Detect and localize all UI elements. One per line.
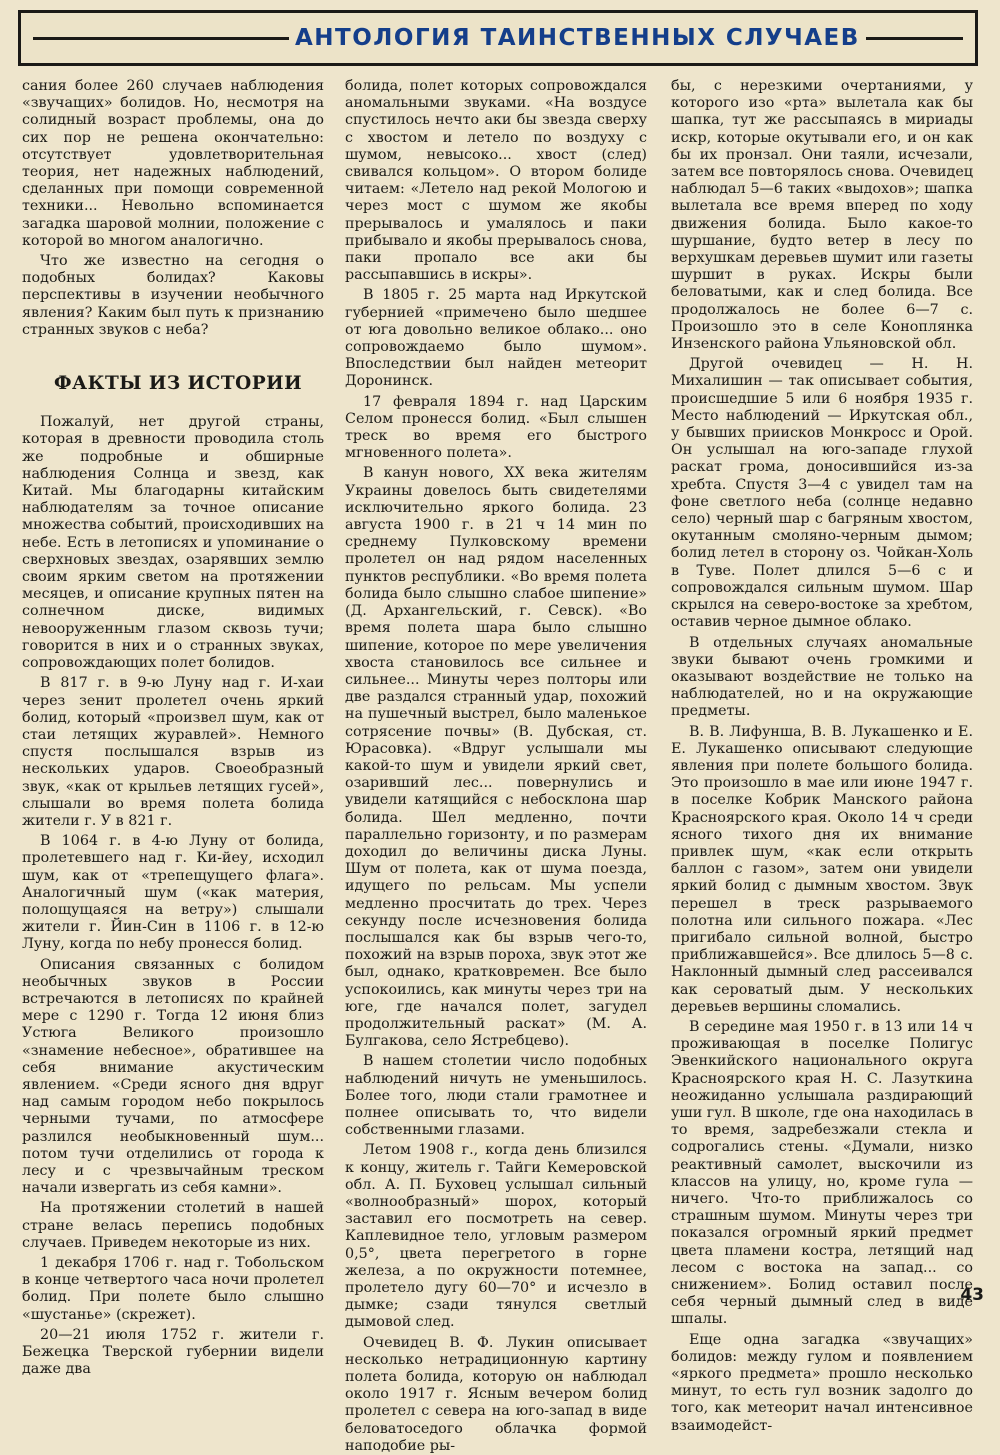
paragraph: 1 декабря 1706 г. над г. Тобольском в конце четвертого часа ночи пролетел болид. При полете было слышно «шустанье» (скрежет). [22,1255,324,1323]
paragraph: Очевидец В. Ф. Лукин описывает несколько нетрадиционную картину полета болида, которую он наблюдал около 1917 г. Ясным вечером болид пролетел с севера на юго-запад в виде беловатоседого облачка формой наподобие ры- [345,1334,647,1454]
paragraph: В середине мая 1950 г. в 13 или 14 ч проживающая в поселке Полигус Эвенкийского национального округа Красноярского края Н. С. Лазуткина неожиданно услышала раздирающий уши гул. В школе, где она находилась в то время, задребезжали стекла и содрогались стены. «Думали, низко реактивный самолет, выскочили из классов на улицу, но, кроме гула — ничего. Что-то приближалось со страшным шумом. Минуты через три показался огромный яркий предмет цвета пламени костра, летящий над лесом с востока на запад... со снижением». Болид оставил после себя черный дымный след в виде шпалы. [671,1018,973,1328]
paragraph: Другой очевидец — Н. Н. Михалишин — так описывает события, происшедшие 5 или 6 ноября 1935 г. Место наблюдений — Иркутская обл., у бывших приисков Монкросс и Орой. Он услышал на юго-западе глухой раскат грома, доносившийся из-за хребта. Спустя 3—4 с увидел там на фоне светлого неба (солнце недавно село) черный шар с багряным хвостом, окутанным смоляно-черным дымом; болид летел в сторону оз. Чойкан-Холь в Туве. Полет длился 5—6 с и сопровождался сильным шумом. Шар скрылся на северо-востоке за хребтом, оставив черное дымное облако. [671,356,973,631]
paragraph: бы, с нерезкими очертаниями, у которого изо «рта» вылетала как бы шапка, тут же рассыпаясь в мириады искр, которые окутывали его, и он как бы их пронзал. Они таяли, исчезали, затем все повторялось снова. Очевидец наблюдал 5—6 таких «выдохов»; шапка вылетала все время вперед по ходу движения болида. Было какое-то шуршание, будто ветер в лесу по верхушкам деревьев шумит или газеты шуршит в руках. Искры были беловатыми, как и след болида. Все продолжалось не более 6—7 с. Произошло это в селе Коноплянка Инзенского района Ульяновской обл. [671,78,973,353]
paragraph: болида, полет которых сопровождался аномальными звуками. «На воздусе спустилось нечто аки бы звезда сверху с хвостом и летело по воздуху с шумом, невысоко... хвост (след) свивался кольцом». О втором болиде читаем: «Летело над рекой Мологою и через мост с шумом же якобы прерывалось и умалялось и паки прибывало и якобы прерывалось снова, паки пропало все аки бы рассыпавшись в искры». [345,78,647,284]
paragraph: В 1805 г. 25 марта над Иркутской губернией «примечено было шедшее от юга довольно великое облако... оно сопровождаемо было шумом». Впоследствии был найден метеорит Доронинск. [345,287,647,390]
page-number: 43 [960,1285,984,1305]
paragraph: В канун нового, XX века жителям Украины довелось быть свидетелями исключительно яркого болида. 23 августа 1900 г. в 21 ч 14 мин по среднему Пулковскому времени пролетел он над рядом населенных пунктов республики. «Во время полета болида было слышно слабое шипение» (Д. Архангельский, г. Севск). «Во время полета шара было слышно шипение, которое по мере увеличения хвоста становилось все сильнее и сильнее... Минуты через полторы или две раздался странный удар, похожий на пушечный выстрел, было маленькое сотрясение почвы» (В. Дубская, ст. Юрасовка). «Вдруг услышали мы какой-то шум и увидели яркий свет, озаривший лес... повернулись и увидели катящийся с небосклона шар болида. Шел медленно, почти параллельно горизонту, и по размерам доходил до величины диска Луны. Шум от полета, как от шума поезда, идущего по рельсам. Мы успели медленно просчитать до трех. Через секунду после исчезновения болида послышался как бы взрыв чего-то, похожий на взрыв пороха, звук этот же был, однако, кратковремен. Все было успокоились, как минуты через три на юге, где начался полет, загудел продолжительный раскат» (М. А. Булгакова, село Ястребцево). [345,465,647,1050]
section-title: АНТОЛОГИЯ ТАИНСТВЕННЫХ СЛУЧАЕВ [289,22,866,54]
paragraph: Что же известно на сегодня о подобных болидах? Каковы перспективы в изучении необычного явления? Каким был путь к признанию странных звуков с неба? [22,253,324,338]
paragraph: Летом 1908 г., когда день близился к концу, житель г. Тайги Кемеровской обл. А. П. Буховец услышал сильный «волнообразный» шорох, который заставил его посмотреть на север. Каплевидное тело, угловым размером 0,5°, цвета перегретого в горне железа, а по окружности потемнее, пролетело дугу 60—70° и исчезло в дымке; сзади тянулся светлый дымовой след. [345,1142,647,1331]
column-1 [22,78,324,1378]
paragraph: В 1064 г. в 4-ю Луну от болида, пролетевшего над г. Ки-йеу, исходил шум, как от «трепещущего флага». Аналогичный шум («как материя, полощущаяся на ветру») слышали жители г. Йин-Син в 1106 г. в 12-ю Луну, когда по небу пронесся болид. [22,833,324,953]
paragraph: Описания связанных с болидом необычных звуков в России встречаются в летописях по крайней мере с 1290 г. Тогда 12 июня близ Устюга Великого произошло «знамение небесное», обратившее на себя внимание акустическим явлением. «Среди ясного дня вдруг над самым городом небо покрылось черными тучами, по атмосфере разлился необыкновенный шум... потом тучи отделились от города к лесу и с чрезвычайным треском начали извергать из себя камни». [22,956,324,1197]
subheading: ФАКТЫ ИЗ ИСТОРИИ [54,373,303,395]
paragraph: В 817 г. в 9-ю Луну над г. И-хаи через зенит пролетел очень яркий болид, который «произвел шум, как от стаи летящих журавлей». Немного спустя послышался взрыв из нескольких ударов. Своеобразный звук, «как от крыльев летящих гусей», слышали во время полета болида жители г. У в 821 г. [22,675,324,829]
paragraph: Пожалуй, нет другой страны, которая в древности проводила столь же подробные и обширные наблюдения Солнца и звезд, как Китай. Мы благодарны китайским наблюдателям за точное описание множества событий, происходивших на небе. Есть в летописях и упоминание о сверхновых звездах, озарявших землю своим ярким светом на протяжении месяцев, и описание крупных пятен на солнечном диске, видимых невооруженным глазом сквозь тучи; говорится в них и о странных звуках, сопровождающих полет болидов. [22,414,324,672]
paragraph: На протяжении столетий в нашей стране велась перепись подобных случаев. Приведем некоторые из них. [22,1200,324,1251]
paragraph: 17 февраля 1894 г. над Царским Селом пронесся болид. «Был слышен треск во время его быстрого мгновенного полета». [345,393,647,462]
column-2 [345,78,647,1454]
paragraph: сания более 260 случаев наблюдения «звучащих» болидов. Но, несмотря на солидный возраст проблемы, она до сих пор не решена окончательно: отсутствует удовлетворительная теория, нет надежных наблюдений, сделанных при помощи современной техники... Невольно вспоминается загадка шаровой молнии, положение с которой во многом аналогично. [22,78,324,249]
paragraph: В. В. Лифунша, В. В. Лукашенко и Е. Е. Лукашенко описывают следующие явления при полете большого болида. Это произошло в мае или июне 1947 г. в поселке Кобрик Манского района Красноярского края. Около 14 ч среди ясного тихого дня их внимание привлек шум, «как если открыть баллон с газом», затем они увидели яркий болид с дымным хвостом. Звук перешел в треск разрываемого полотна или сильного пожара. «Лес пригибало сильной волной, быстро приближавшейся». Все длилось 5—8 с. Наклонный дымный след рассеивался как сероватый дым. У нескольких деревьев вершины сломались. [671,723,973,1015]
paragraph: В нашем столетии число подобных наблюдений ничуть не уменьшилось. Более того, люди стали грамотнее и полнее описывать то, что видели собственными глазами. [345,1053,647,1139]
paragraph: 20—21 июля 1752 г. жители г. Бежецка Тверской губернии видели даже два [22,1326,324,1378]
section-header [18,10,978,66]
paragraph: В отдельных случаях аномальные звуки бывают очень громкими и оказывают воздействие не только на наблюдателей, но и на окружающие предметы. [671,634,973,720]
paragraph: Еще одна загадка «звучащих» болидов: между гулом и появлением «яркого предмета» прошло несколько минут, то есть гул возник задолго до того, как метеорит начал интенсивное взаимодейст- [671,1331,973,1434]
